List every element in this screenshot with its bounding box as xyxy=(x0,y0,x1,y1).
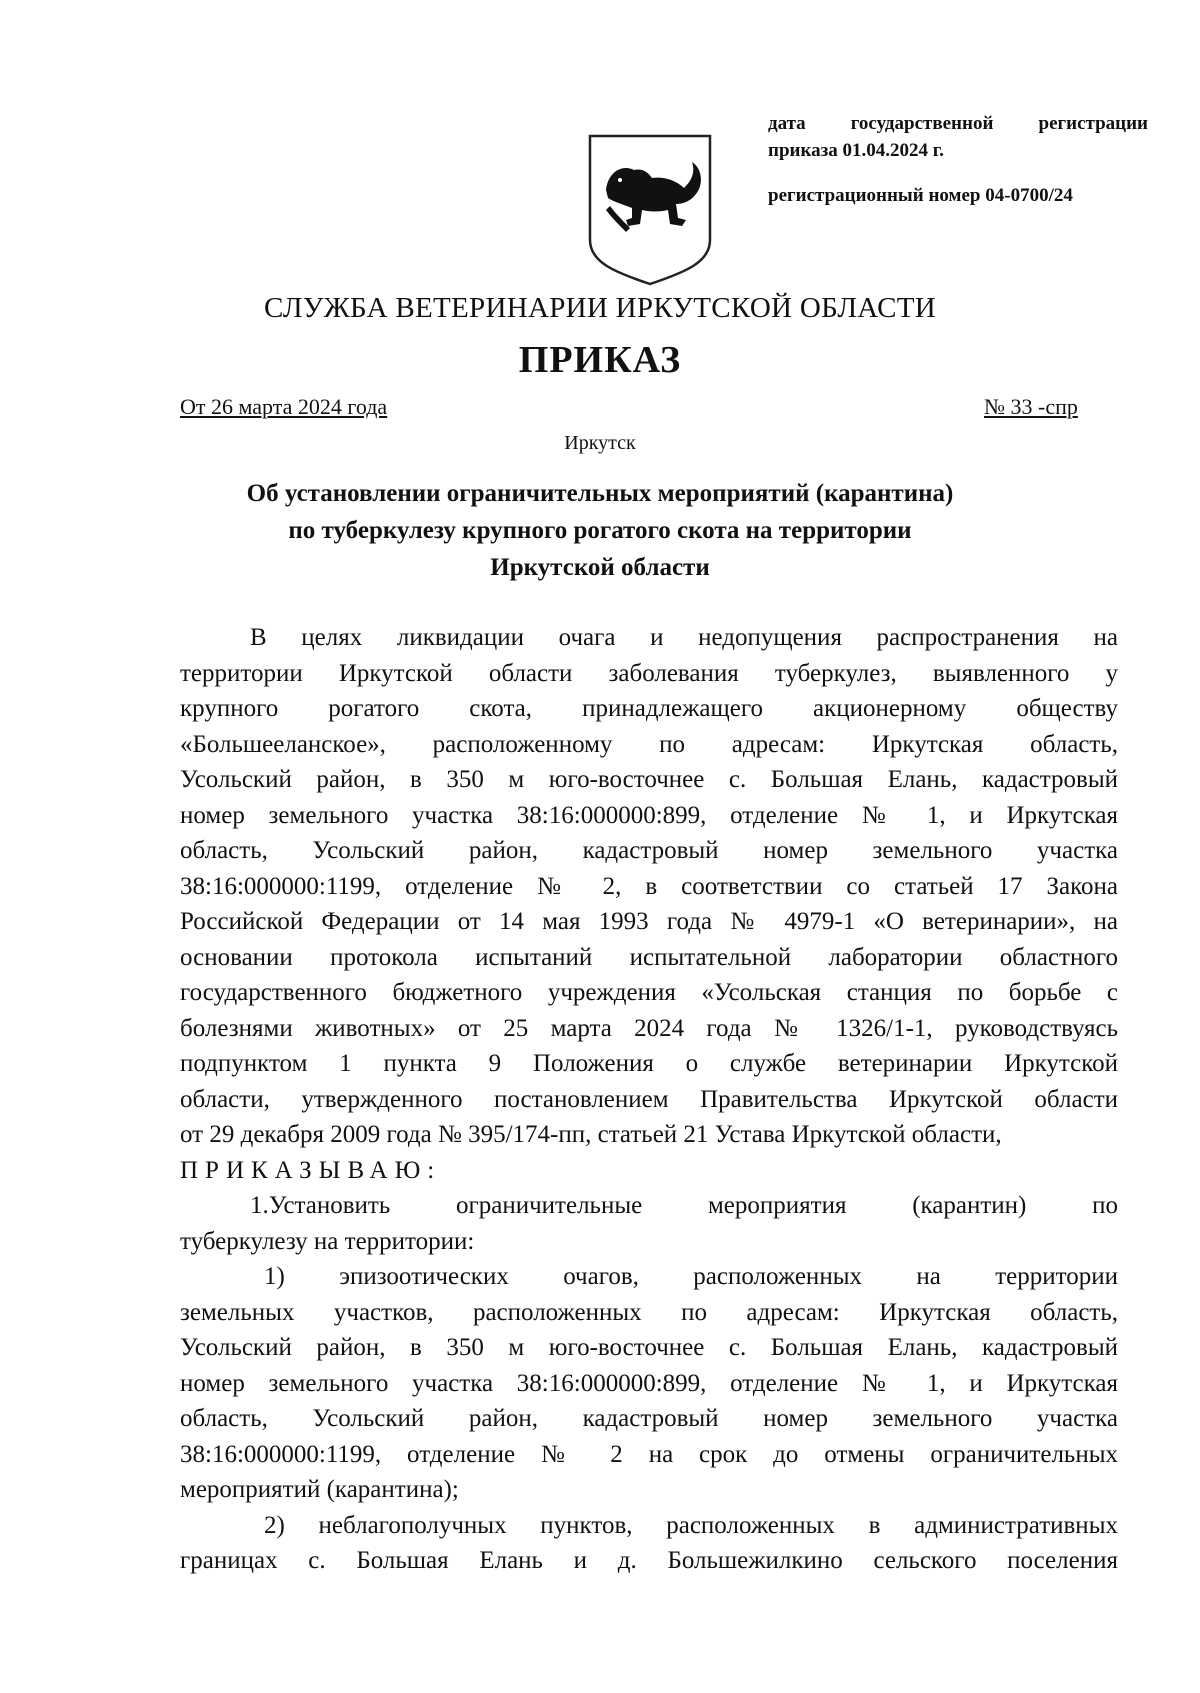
body-line: область, Усольский район, кадастровый номер земельного участка xyxy=(180,1405,1118,1432)
body-line: основании протокола испытаний испытательной лаборатории областного xyxy=(180,943,1118,971)
document-date: От 26 марта 2024 года xyxy=(180,394,388,419)
body-line: крупного рогатого скота, принадлежащего акционерному обществу xyxy=(180,695,1118,722)
registration-line-1 xyxy=(768,110,1148,137)
title-line: Об установлении ограничительных мероприятий (карантина) xyxy=(246,480,954,507)
document-title xyxy=(150,475,1050,586)
body-line: номер земельного участка 38:16:000000:899, отделение № 1, и Иркутская xyxy=(180,1369,1118,1397)
registration-word: государственной xyxy=(850,113,994,134)
body-line: 2) неблагополучных пунктов, расположенных в административных xyxy=(264,1511,1118,1539)
title-line: Иркутской области xyxy=(490,554,710,581)
body-line: 1) эпизоотических очагов, расположенных на территории xyxy=(264,1263,1118,1290)
body-line: Усольский район, в 350 м юго-восточнее с. Большая Елань, кадастровый xyxy=(180,1334,1118,1361)
registration-number: регистрационный номер 04-0700/24 xyxy=(768,185,1073,206)
body-line: государственного бюджетного учреждения «Усольская станция по борьбе с xyxy=(180,979,1118,1006)
title-line: по туберкулезу крупного рогатого скота на территории xyxy=(288,517,912,544)
body-line: Российской Федерации от 14 мая 1993 года № 4979-1 «О ветеринарии», на xyxy=(180,908,1118,935)
registration-word: дата xyxy=(768,113,806,134)
body-line: подпунктом 1 пункта 9 Положения о службе ветеринарии Иркутской xyxy=(180,1050,1118,1077)
body-line: границах с. Большая Елань и д. Большежилкино сельского поселения xyxy=(180,1547,1118,1574)
body-line: 38:16:000000:1199, отделение № 2, в соответствии со статьей 17 Закона xyxy=(180,872,1118,900)
registration-date: приказа 01.04.2024 г. xyxy=(768,140,944,161)
organization-name: СЛУЖБА ВЕТЕРИНАРИИ ИРКУТСКОЙ ОБЛАСТИ xyxy=(264,292,936,324)
body-line: от 29 декабря 2009 года № 395/174-пп, статьей 21 Устава Иркутской области, xyxy=(180,1121,1002,1148)
body-line: мероприятий (карантина); xyxy=(180,1476,459,1503)
body-line: 1.Установить ограничительные мероприятия (карантин) по xyxy=(250,1192,1118,1219)
body-line: земельных участков, расположенных по адресам: Иркутская область, xyxy=(180,1298,1118,1326)
document-body xyxy=(180,620,1118,1579)
document-city: Иркутск xyxy=(564,432,636,454)
body-line: В целях ликвидации очага и недопущения распространения на xyxy=(250,624,1118,651)
registration-stamp xyxy=(768,110,1148,209)
coat-of-arms-icon xyxy=(586,132,714,288)
registration-word: регистрации xyxy=(1038,113,1148,134)
order-word: ПРИКАЗЫВАЮ: xyxy=(180,1156,442,1184)
body-line: 38:16:000000:1199, отделение № 2 на срок до отмены ограничительных xyxy=(180,1440,1118,1468)
body-line: территории Иркутской области заболевания туберкулез, выявленного у xyxy=(180,659,1118,687)
document-type: ПРИКАЗ xyxy=(518,339,682,381)
body-line: номер земельного участка 38:16:000000:899, отделение № 1, и Иркутская xyxy=(180,801,1118,829)
body-line: болезнями животных» от 25 марта 2024 года № 1326/1-1, руководствуясь xyxy=(180,1014,1118,1042)
body-line: области, утвержденного постановлением Правительства Иркутской области xyxy=(180,1085,1118,1113)
body-line: Усольский район, в 350 м юго-восточнее с. Большая Елань, кадастровый xyxy=(180,766,1118,793)
body-line: область, Усольский район, кадастровый номер земельного участка xyxy=(180,837,1118,864)
body-line: «Большееланское», расположенному по адресам: Иркутская область, xyxy=(180,730,1118,758)
document-number: № 33 -спр xyxy=(984,394,1078,419)
body-line: туберкулезу на территории: xyxy=(180,1227,475,1255)
